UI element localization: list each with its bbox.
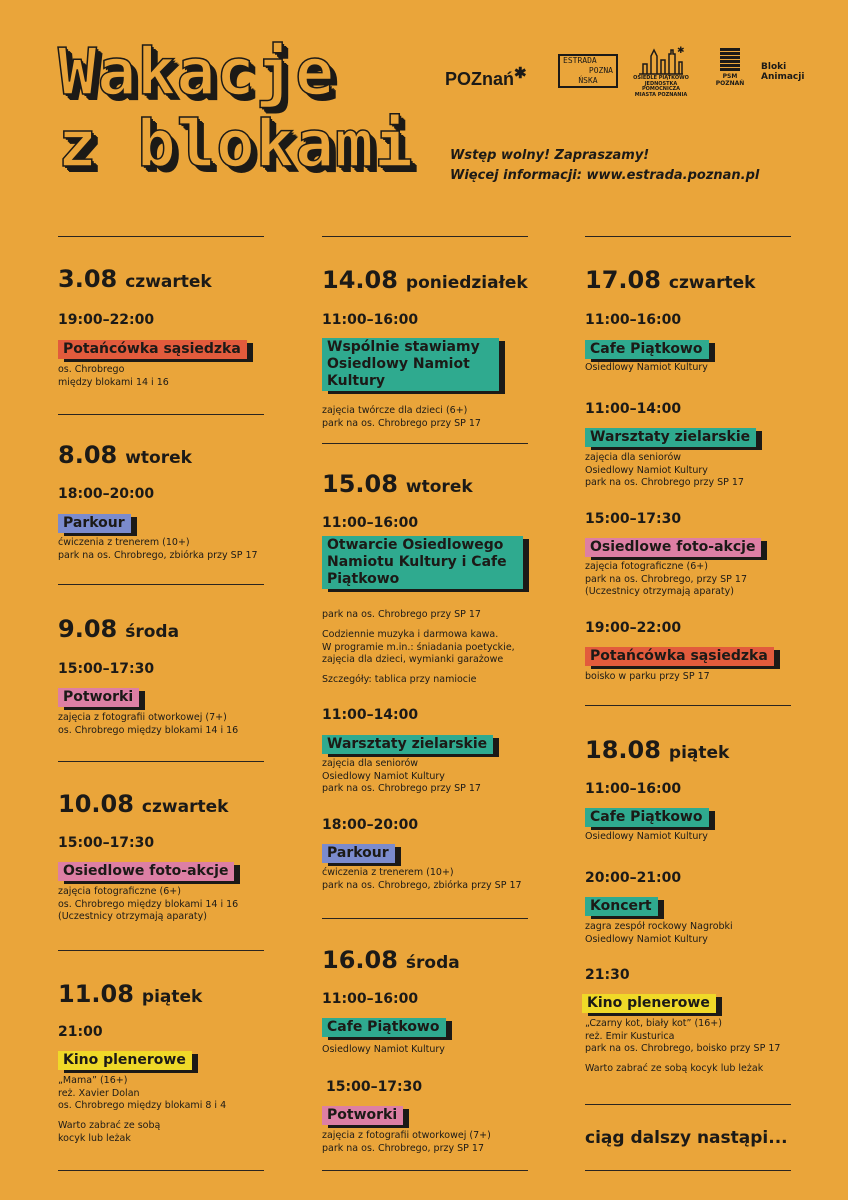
divider xyxy=(322,1170,528,1171)
event-title: Osiedlowe foto-akcje xyxy=(585,536,761,557)
event-date: 15.08 wtorek xyxy=(322,470,473,498)
event-description: zajęcia twórcze dla dzieci (6+) park na os. Chrobrego przy SP 17 xyxy=(322,405,481,429)
event-description: Osiedlowy Namiot Kultury xyxy=(585,362,708,373)
event-time: 11:00–16:00 xyxy=(585,781,682,797)
event-time: 11:00–14:00 xyxy=(585,401,682,417)
event-date: 3.08 czwartek xyxy=(58,265,212,293)
event-title: Osiedlowe foto-akcje xyxy=(58,860,234,881)
osiedle-piatkowo-logo: ✱ OSIEDLE PIĄTKOWO JEDNOSTKA POMOCNICZA MIASTA POZNANIA xyxy=(633,46,689,98)
event-date: 18.08 piątek xyxy=(585,736,730,764)
divider xyxy=(585,1104,791,1105)
sponsor-logos xyxy=(445,44,805,104)
event-title: Otwarcie Osiedlowego Namiotu Kultury i Cafe Piątkowo xyxy=(322,536,523,589)
info-text xyxy=(450,146,759,186)
event-description: park na os. Chrobrego przy SP 17 xyxy=(322,609,481,620)
event-description: zajęcia dla seniorów Osiedlowy Namiot Kultury park na os. Chrobrego przy SP 17 xyxy=(322,758,481,794)
event-description: os. Chrobrego między blokami 14 i 16 xyxy=(58,364,169,388)
info-line-2: Więcej informacji: www.estrada.poznan.pl xyxy=(450,168,760,183)
event-note: Warto zabrać ze sobą kocyk lub leżak xyxy=(58,1120,161,1144)
event-title: Parkour xyxy=(58,512,131,533)
event-date: 14.08 poniedziałek xyxy=(322,266,528,294)
event-time: 18:00–20:00 xyxy=(322,817,419,833)
event-title: Cafe Piątkowo xyxy=(585,338,709,359)
event-description: zajęcia z fotografii otworkowej (7+) os. Chrobrego między blokami 14 i 16 xyxy=(58,712,239,736)
title-line-2: z blokami xyxy=(58,107,414,182)
event-title: Potworki xyxy=(322,1104,403,1125)
asterisk-icon: ✱ xyxy=(514,65,527,82)
event-title: Kino plenerowe xyxy=(58,1049,192,1070)
event-description: „Mama” (16+) reż. Xavier Dolan os. Chrobrego między blokami 8 i 4 xyxy=(58,1075,227,1111)
divider xyxy=(585,236,791,237)
divider xyxy=(58,584,264,585)
event-description: Osiedlowy Namiot Kultury xyxy=(322,1044,445,1055)
psm-poznan-logo: PSM POZNAŃ xyxy=(715,48,745,87)
event-description: „Czarny kot, biały kot” (16+) reż. Emir Kusturica park na os. Chrobrego, boisko przy SP 17 xyxy=(585,1018,781,1054)
svg-text:✱: ✱ xyxy=(677,46,685,56)
event-date: 10.08 czwartek xyxy=(58,790,229,818)
event-date: 9.08 środa xyxy=(58,615,180,643)
event-program: Codziennie muzyka i darmowa kawa. W programie m.in.: śniadania poetyckie, zajęcia dla dzieci, wymianki garażowe xyxy=(322,629,515,665)
divider xyxy=(58,236,264,237)
event-time: 21:30 xyxy=(585,967,630,983)
event-title: Koncert xyxy=(585,895,658,916)
divider xyxy=(322,236,528,237)
event-time: 11:00–14:00 xyxy=(322,707,419,723)
event-time: 18:00–20:00 xyxy=(58,486,155,502)
event-description: boisko w parku przy SP 17 xyxy=(585,671,710,682)
event-time: 11:00–16:00 xyxy=(322,515,419,531)
info-line-1: Wstęp wolny! Zapraszamy! xyxy=(450,148,650,163)
continuation-note: ciąg dalszy nastąpi... xyxy=(585,1128,788,1148)
event-date: 17.08 czwartek xyxy=(585,266,756,294)
divider xyxy=(585,705,791,706)
event-title: Potańcówka sąsiedzka xyxy=(58,338,247,359)
event-description: Osiedlowy Namiot Kultury xyxy=(585,831,708,842)
event-title: Potańcówka sąsiedzka xyxy=(585,645,774,666)
event-note: Warto zabrać ze sobą kocyk lub leżak xyxy=(585,1063,764,1074)
event-description: zajęcia fotograficzne (6+) os. Chrobrego między blokami 14 i 16 (Uczestnicy otrzymają aparaty) xyxy=(58,886,239,922)
event-date: 16.08 środa xyxy=(322,946,460,974)
event-title: Warsztaty zielarskie xyxy=(322,733,493,754)
event-title: Potworki xyxy=(58,686,139,707)
event-time: 20:00–21:00 xyxy=(585,870,682,886)
divider xyxy=(58,761,264,762)
event-note: Szczegóły: tablica przy namiocie xyxy=(322,674,477,685)
event-description: ćwiczenia z trenerem (10+) park na os. Chrobrego, zbiórka przy SP 17 xyxy=(322,867,522,891)
event-time: 11:00–16:00 xyxy=(322,991,419,1007)
event-title: Wspólnie stawiamy Osiedlowy Namiot Kultury xyxy=(322,338,499,391)
event-title: Cafe Piątkowo xyxy=(585,806,709,827)
city-skyline-icon xyxy=(637,46,685,76)
event-description: zajęcia fotograficzne (6+) park na os. Chrobrego, przy SP 17 (Uczestnicy otrzymają aparaty) xyxy=(585,561,747,597)
event-time: 21:00 xyxy=(58,1024,103,1040)
bloki-animacji-logo: Bloki Animacji xyxy=(761,62,805,83)
event-description: zagra zespół rockowy Nagrobki Osiedlowy Namiot Kultury xyxy=(585,921,733,945)
divider xyxy=(58,414,264,415)
event-title: Kino plenerowe xyxy=(582,992,716,1013)
event-time: 11:00–16:00 xyxy=(322,312,419,328)
event-date: 8.08 wtorek xyxy=(58,441,192,469)
event-description: zajęcia dla seniorów Osiedlowy Namiot Kultury park na os. Chrobrego przy SP 17 xyxy=(585,452,744,488)
divider xyxy=(58,950,264,951)
title-line-1: Wakacje xyxy=(58,36,335,110)
divider xyxy=(322,443,528,444)
event-time: 15:00–17:30 xyxy=(58,835,155,851)
event-date: 11.08 piątek xyxy=(58,980,203,1008)
divider xyxy=(322,918,528,919)
divider xyxy=(585,1170,791,1171)
building-icon xyxy=(720,48,740,71)
event-time: 19:00–22:00 xyxy=(58,312,155,328)
event-description: ćwiczenia z trenerem (10+) park na os. Chrobrego, zbiórka przy SP 17 xyxy=(58,537,258,561)
divider xyxy=(58,1170,264,1171)
event-time: 19:00–22:00 xyxy=(585,620,682,636)
event-time: 11:00–16:00 xyxy=(585,312,682,328)
poster-title xyxy=(58,38,414,181)
event-title: Parkour xyxy=(322,842,395,863)
event-title: Warsztaty zielarskie xyxy=(585,426,756,447)
event-time: 15:00–17:30 xyxy=(326,1079,423,1095)
event-time: 15:00–17:30 xyxy=(58,661,155,677)
poznan-logo: POZnań✱ xyxy=(445,65,527,89)
event-description: zajęcia z fotografii otworkowej (7+) park na os. Chrobrego, przy SP 17 xyxy=(322,1130,491,1154)
event-title: Cafe Piątkowo xyxy=(322,1016,446,1037)
event-time: 15:00–17:30 xyxy=(585,511,682,527)
estrada-logo: ESTRADA POZNA ŃSKA xyxy=(558,54,618,88)
